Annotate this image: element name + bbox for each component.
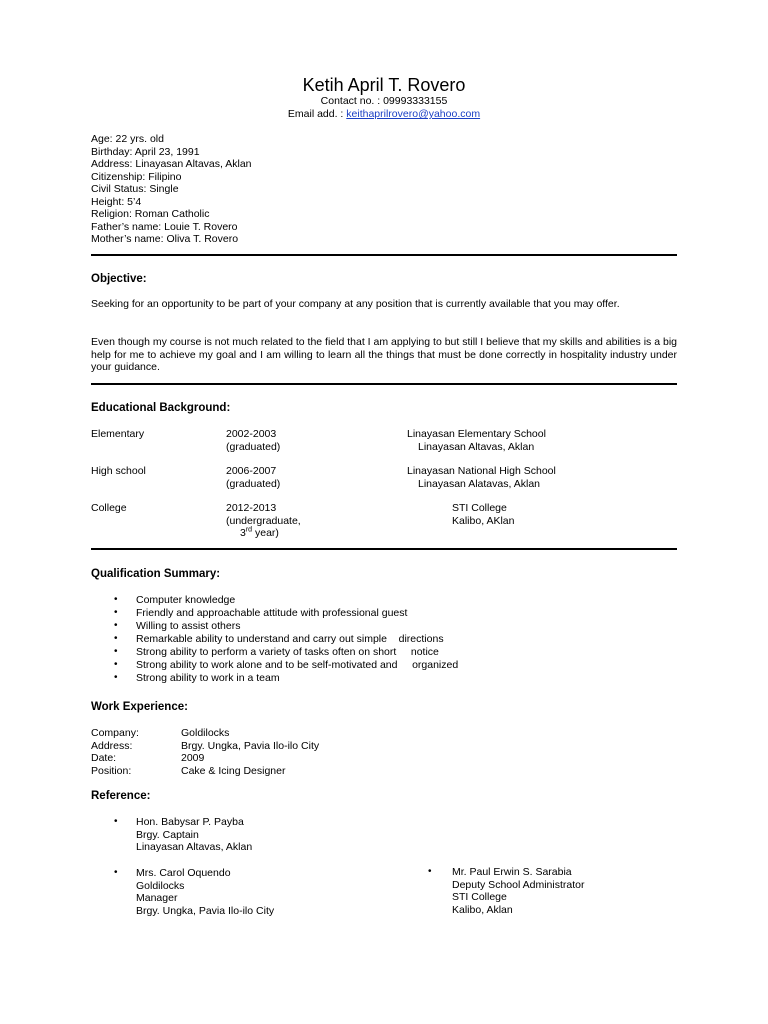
work-value: Cake & Icing Designer	[181, 764, 286, 777]
personal-address: Address: Linayasan Altavas, Aklan	[91, 158, 252, 170]
list-item: Strong ability to perform a variety of tasks often on short notice	[136, 646, 439, 658]
list-item: Computer knowledge	[136, 594, 236, 606]
education-location: Linayasan Altavas, Aklan	[418, 440, 535, 453]
work-label: Date:	[91, 752, 117, 764]
objective-paragraph-2: Even though my course is not much related to the field that I am applying to but still I believe that my skills and abilities is a big help for me to achieve my goal and I am willing to learn all the things that must be done correctly in hospitality industry under your guidance.	[91, 336, 677, 373]
work-value: 2009	[181, 752, 205, 764]
reference-line: Manager	[136, 892, 178, 904]
education-status: (graduated)	[226, 440, 281, 453]
work-label: Position:	[91, 764, 132, 777]
email-line	[0, 108, 768, 121]
reference-line: Brgy. Captain	[136, 828, 199, 841]
bullet-glyph: •	[114, 646, 118, 657]
year-suffix: rd	[245, 526, 253, 534]
education-school: STI College	[452, 502, 507, 514]
personal-age: Age: 22 yrs. old	[91, 133, 164, 145]
bullet-glyph: •	[114, 594, 118, 605]
reference-heading: Reference:	[91, 790, 151, 802]
personal-height: Height: 5’4	[91, 195, 142, 208]
education-school: Linayasan National High School	[407, 465, 556, 477]
list-item: Willing to assist others	[136, 620, 241, 632]
list-item: Remarkable ability to understand and carry out simple directions	[136, 633, 444, 645]
work-value: Goldilocks	[181, 727, 230, 739]
education-years: 2002-2003	[226, 428, 277, 440]
reference-name: Hon. Babysar P. Payba	[136, 816, 244, 828]
year-rest: year)	[252, 527, 279, 539]
bullet-glyph: •	[114, 633, 118, 644]
list-item: Friendly and approachable attitude with professional guest	[136, 607, 408, 619]
bullet-glyph: •	[114, 672, 118, 683]
reference-line: STI College	[452, 891, 507, 903]
bullet-glyph: •	[114, 867, 118, 878]
contact-label: Contact no. :	[320, 95, 384, 107]
education-location: Linayasan Alatavas, Aklan	[418, 477, 541, 490]
education-heading: Educational Background:	[91, 402, 231, 414]
email-label: Email add. :	[287, 108, 347, 120]
personal-father: Father’s name: Louie T. Rovero	[91, 220, 238, 233]
education-status: (undergraduate,	[226, 514, 301, 527]
education-level: High school	[91, 465, 146, 477]
personal-mother: Mother’s name: Oliva T. Rovero	[91, 233, 239, 245]
reference-name: Mrs. Carol Oquendo	[136, 867, 231, 879]
list-item: Strong ability to work alone and to be self-motivated and organized	[136, 659, 459, 671]
contact-number: 09993333155	[383, 95, 448, 107]
work-value: Brgy. Ungka, Pavia Ilo-ilo City	[181, 739, 320, 752]
education-status: (graduated)	[226, 477, 281, 490]
contact-line	[0, 95, 768, 108]
education-location: Kalibo, AKlan	[452, 514, 515, 527]
work-label: Company:	[91, 727, 139, 739]
reference-line: Deputy School Administrator	[452, 878, 585, 891]
reference-line: Brgy. Ungka, Pavia Ilo-ilo City	[136, 904, 275, 917]
objective-paragraph-1: Seeking for an opportunity to be part of your company at any position that is currently available that you may offer.	[91, 298, 620, 310]
education-level: Elementary	[91, 428, 145, 440]
education-status-year	[240, 527, 279, 540]
bullet-glyph: •	[114, 607, 118, 618]
email-link[interactable]: keithaprilrovero@yahoo.com	[346, 108, 481, 120]
education-school: Linayasan Elementary School	[407, 428, 546, 440]
bullet-glyph: •	[114, 659, 118, 670]
qualification-heading: Qualification Summary:	[91, 568, 221, 580]
education-years: 2012-2013	[226, 502, 277, 514]
personal-birthday: Birthday: April 23, 1991	[91, 145, 200, 158]
bullet-glyph: •	[114, 816, 118, 827]
personal-religion: Religion: Roman Catholic	[91, 208, 210, 220]
applicant-name: Ketih April T. Rovero	[302, 75, 466, 95]
personal-civil-status: Civil Status: Single	[91, 183, 179, 195]
work-label: Address:	[91, 739, 133, 752]
objective-heading: Objective:	[91, 273, 147, 285]
section-divider	[91, 383, 677, 385]
personal-citizenship: Citizenship: Filipino	[91, 170, 182, 183]
work-heading: Work Experience:	[91, 701, 188, 713]
reference-line: Kalibo, Aklan	[452, 903, 513, 916]
education-level: College	[91, 502, 127, 514]
bullet-glyph: •	[114, 620, 118, 631]
reference-line: Linayasan Altavas, Aklan	[136, 841, 253, 853]
education-years: 2006-2007	[226, 465, 277, 477]
section-divider	[91, 254, 677, 256]
year-number: 3	[240, 527, 246, 539]
reference-name: Mr. Paul Erwin S. Sarabia	[452, 866, 572, 878]
list-item: Strong ability to work in a team	[136, 672, 280, 684]
bullet-glyph: •	[428, 866, 432, 877]
section-divider	[91, 548, 677, 550]
reference-line: Goldilocks	[136, 879, 185, 892]
